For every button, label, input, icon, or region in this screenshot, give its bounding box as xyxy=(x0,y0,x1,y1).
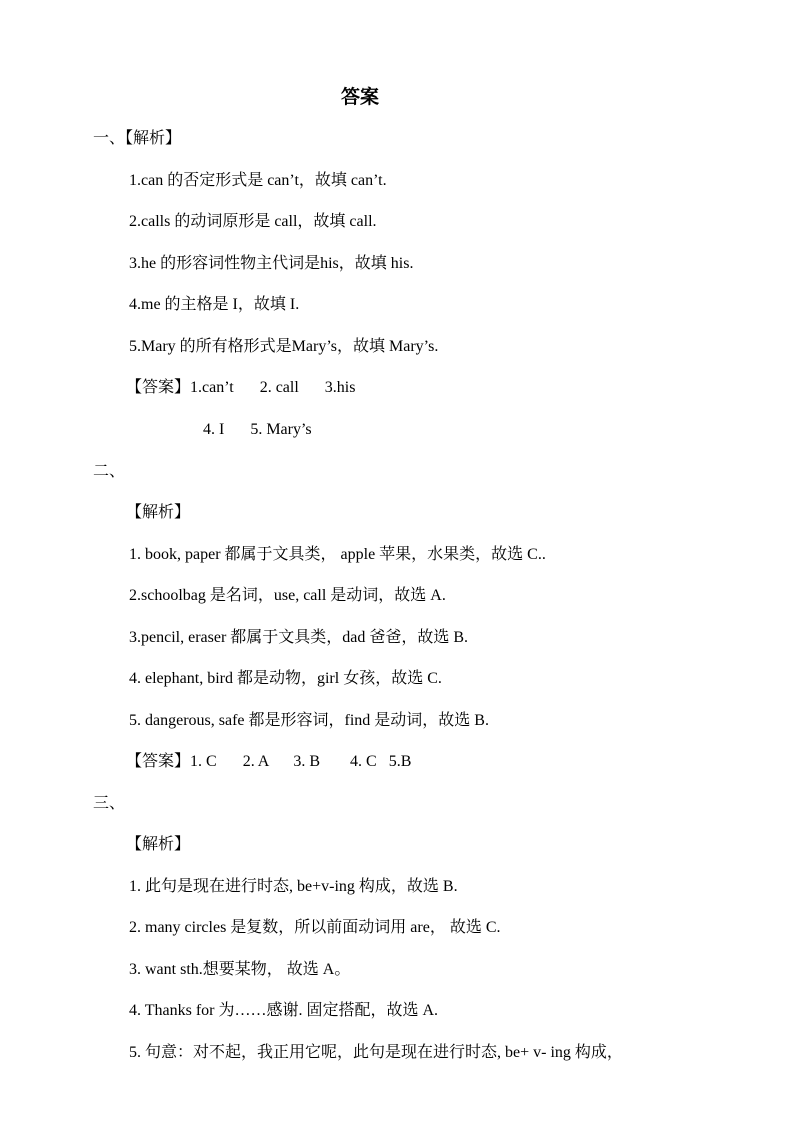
section-2-item-5: 5. dangerous, safe 都是形容词，find 是动词，故选 B. xyxy=(129,712,489,729)
section-1-item-5: 5.Mary 的所有格形式是Mary’s，故填 Mary’s. xyxy=(129,338,439,355)
answer-4: 4. I xyxy=(203,421,225,438)
section-3-item-3: 3. want sth.想要某物， 故选 A。 xyxy=(129,961,351,978)
section-1-answer-row-2 xyxy=(203,419,312,441)
section-3-heading: 三、 xyxy=(93,795,126,812)
section-2-item-2: 2.schoolbag 是名词，use, call 是动词，故选 A. xyxy=(129,587,446,604)
section-3-item-4: 4. Thanks for 为……感谢. 固定搭配，故选 A. xyxy=(129,1002,439,1019)
section-2-analysis-label: 【解析】 xyxy=(126,504,191,521)
section-1-item-3: 3.he 的形容词性物主代词是his，故填 his. xyxy=(129,255,414,272)
section-1-heading: 一、【解析】 xyxy=(93,130,182,147)
section-1-item-1: 1.can 的否定形式是 can’t，故填 can’t. xyxy=(129,172,387,189)
answer-2: 2. call xyxy=(259,379,299,396)
section-3-item-5: 5. 句意：对不起，我正用它呢，此句是现在进行时态, be+ v- ing 构成， xyxy=(129,1044,623,1061)
section-2-answer-row xyxy=(126,751,411,773)
section-2-item-4: 4. elephant, bird 都是动物，girl 女孩，故选 C. xyxy=(129,670,442,687)
section-3-item-1: 1. 此句是现在进行时态, be+v-ing 构成，故选 B. xyxy=(129,878,458,895)
section-2-heading: 二、 xyxy=(93,463,126,480)
section-1-item-4: 4.me 的主格是 I，故填 I. xyxy=(129,296,300,313)
section-3-analysis-label: 【解析】 xyxy=(126,836,191,853)
section-1-item-2: 2.calls 的动词原形是 call，故填 call. xyxy=(129,213,377,230)
page-title: 答案 xyxy=(340,87,379,108)
section-2-item-3: 3.pencil, eraser 都属于文具类，dad 爸爸，故选 B. xyxy=(129,629,469,646)
answer-label: 【答案】 xyxy=(126,379,191,396)
answer-1: 1.can’t xyxy=(190,379,234,396)
section-2-item-1: 1. book, paper 都属于文具类， apple 苹果，水果类，故选 C.. xyxy=(129,546,546,563)
answer-2: 2. A xyxy=(242,753,270,770)
answer-5: 5. Mary’s xyxy=(250,421,312,438)
answer-5: 5.B xyxy=(388,753,412,770)
answer-label: 【答案】 xyxy=(126,753,191,770)
section-3-item-2: 2. many circles 是复数，所以前面动词用 are， 故选 C. xyxy=(129,919,501,936)
section-1-answer-row-1 xyxy=(126,377,355,399)
answer-4: 4. C xyxy=(350,753,377,770)
answer-1: 1. C xyxy=(190,753,217,770)
answer-3: 3. B xyxy=(293,753,321,770)
answer-3: 3.his xyxy=(324,379,356,396)
